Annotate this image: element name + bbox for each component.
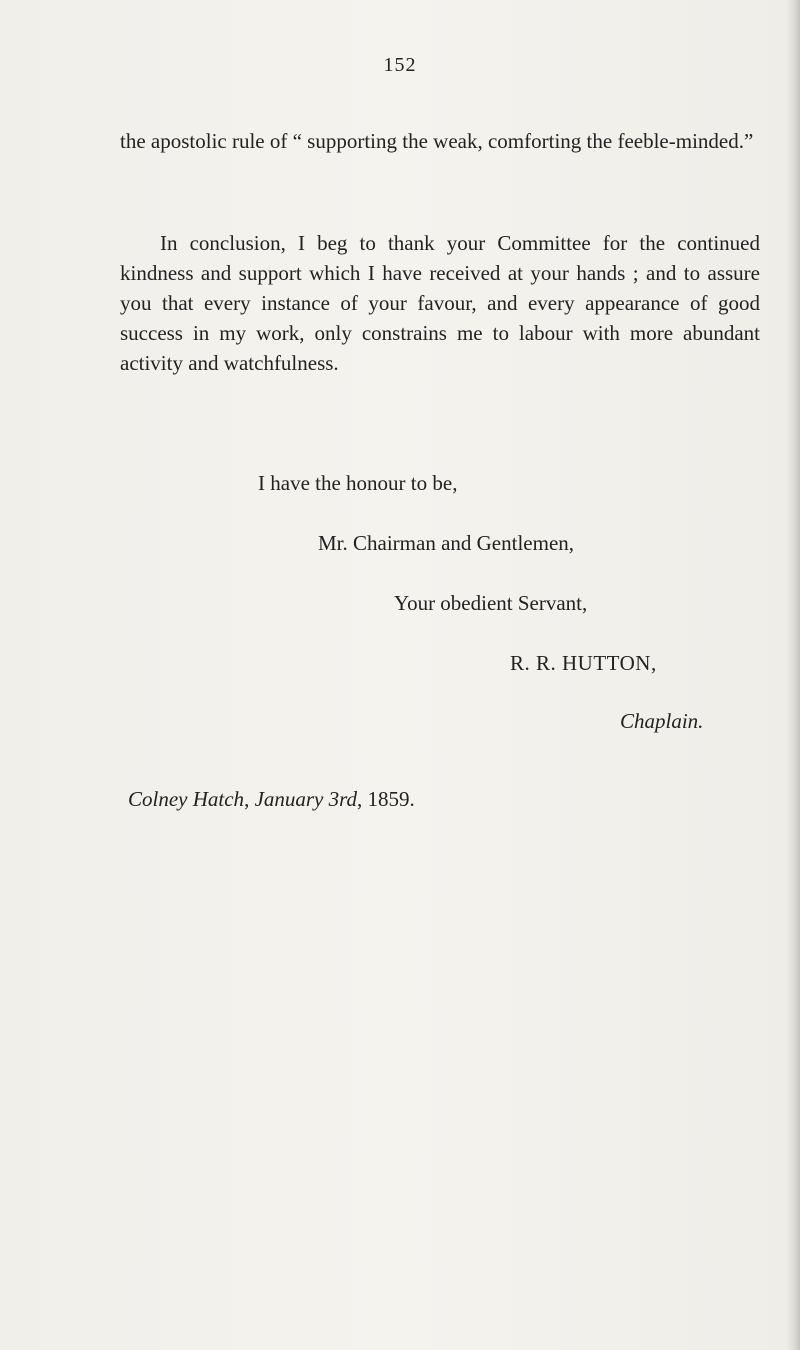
signature-title: Chaplain.	[620, 709, 704, 733]
dateline-day: 3rd	[328, 787, 358, 811]
dateline-place: Colney Hatch	[128, 787, 245, 811]
dateline-separator-2: ,	[357, 787, 368, 811]
closing-line-2: Mr. Chairman and Gentlemen,	[318, 531, 575, 555]
dateline-month: January	[254, 787, 324, 811]
dateline-separator-1: ,	[244, 787, 255, 811]
signature: R. R. HUTTON,	[510, 651, 657, 675]
paragraph-1: the apostolic rule of “ supporting the weak, comforting the feeble-minded.”	[120, 129, 754, 153]
closing-line-1: I have the honour to be,	[258, 471, 458, 495]
page-number: 152	[383, 54, 417, 76]
closing-line-3: Your obedient Servant,	[394, 591, 588, 615]
dateline	[128, 784, 415, 814]
paragraph-2: In conclusion, I beg to thank your Committee for the continued kindness and support which I have received at your hands ; and to assure you that every instance of your favour, and every appearance of good success in my work, only constrains me to labour with more abundant activity and watchfulness.	[120, 231, 760, 375]
dateline-year: 1859.	[367, 787, 415, 811]
page-edge-shadow	[786, 0, 800, 1350]
